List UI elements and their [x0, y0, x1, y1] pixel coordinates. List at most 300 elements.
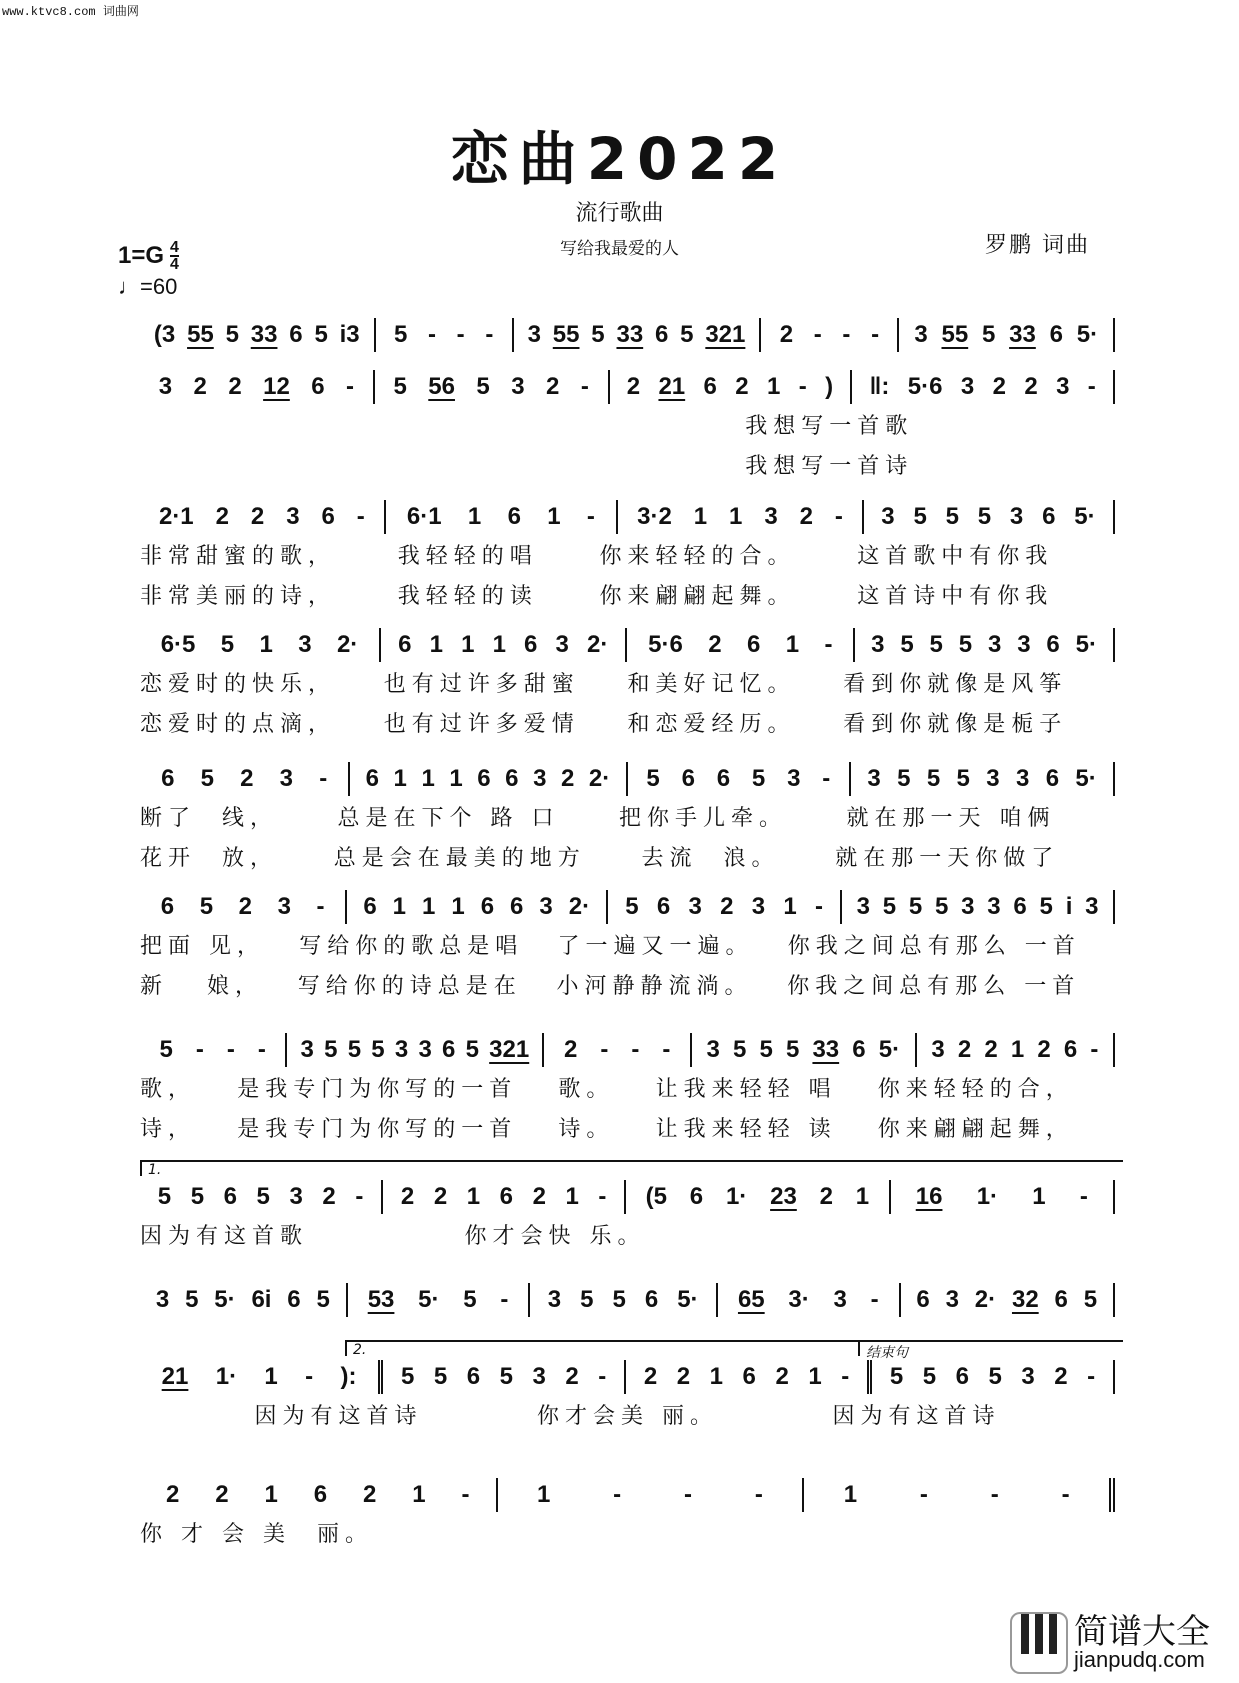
- note: -: [456, 321, 465, 348]
- lyric: 恋爱时的点滴，: [140, 712, 337, 737]
- staff-row: [140, 1360, 1115, 1434]
- measure: [140, 1180, 381, 1214]
- note: 3·2: [637, 503, 672, 530]
- note: -: [461, 1481, 470, 1508]
- lyric: 歌。: [558, 1077, 615, 1102]
- note: 3: [1021, 1363, 1035, 1390]
- note: 1·: [725, 1183, 748, 1210]
- note: 5: [1083, 1286, 1098, 1313]
- measure: [374, 318, 512, 352]
- lyric: 了一遍又一遍。: [557, 934, 754, 959]
- note: 3: [1056, 373, 1070, 400]
- note: 5: [934, 893, 949, 920]
- note: 3: [914, 321, 928, 348]
- note: -: [919, 1481, 928, 1508]
- key: 1=G: [118, 242, 165, 269]
- note: -: [824, 631, 833, 658]
- lyric: 你我之间总有那么 一首: [787, 974, 1081, 999]
- lyrics-line: [140, 1518, 1115, 1552]
- note: 3: [155, 1286, 170, 1313]
- measure: [140, 890, 345, 924]
- measure: [690, 1033, 915, 1067]
- lyric: 你我之间总有那么 一首: [787, 934, 1081, 959]
- note: 5: [476, 373, 490, 400]
- note: 5: [988, 1363, 1002, 1390]
- measure: [889, 1180, 1113, 1214]
- site-logo: [1010, 1612, 1210, 1674]
- lyrics-line: [140, 580, 1115, 614]
- song-title: 恋曲2022: [450, 125, 789, 193]
- note: 5: [785, 1036, 800, 1063]
- note: 6: [681, 765, 695, 792]
- lyric: [620, 1518, 867, 1552]
- note: 3: [856, 893, 870, 920]
- measure: [759, 318, 897, 352]
- note: 6: [1042, 503, 1056, 530]
- lyric: [140, 1400, 255, 1434]
- note: 56: [428, 373, 455, 400]
- note: 3: [881, 503, 895, 530]
- note: 1: [767, 373, 781, 400]
- note: -: [355, 1183, 364, 1210]
- note: 6: [289, 321, 303, 348]
- measure: [140, 762, 348, 796]
- lyric: 你来轻轻的合，: [877, 1077, 1074, 1102]
- note: 3: [511, 373, 525, 400]
- note: 1: [693, 503, 708, 530]
- note: 1: [808, 1363, 822, 1390]
- note: 1: [1032, 1183, 1046, 1210]
- piano-keys-icon: [1010, 1612, 1068, 1674]
- note: 5·: [1074, 503, 1096, 530]
- measure: [140, 318, 374, 352]
- measure: [850, 370, 1113, 404]
- measure: [862, 500, 1113, 534]
- lyric: 也有过许多爱情: [383, 712, 580, 737]
- lyric: 诗，: [140, 1117, 197, 1142]
- note: 5: [889, 1363, 904, 1390]
- note: 6: [480, 893, 495, 920]
- measure: [384, 500, 616, 534]
- measure: [853, 628, 1113, 662]
- site-watermark: www.ktvc8.com 词曲网: [2, 5, 139, 19]
- lyric: 这首诗中有你我: [857, 584, 1054, 609]
- note: 5: [625, 893, 639, 920]
- note: -: [798, 373, 807, 400]
- note: 2: [819, 1183, 833, 1210]
- note: 1: [785, 631, 800, 658]
- note: 33: [1009, 321, 1036, 348]
- note: 3: [987, 893, 1001, 920]
- note: 6: [363, 893, 377, 920]
- note: -: [195, 1036, 204, 1063]
- note: 16: [915, 1183, 943, 1210]
- note: 5: [185, 1286, 199, 1313]
- key-signature: [118, 240, 179, 272]
- measure: [626, 762, 850, 796]
- note: -: [814, 893, 823, 920]
- note: -: [613, 1481, 622, 1508]
- note: 5: [256, 1183, 270, 1210]
- measure: [512, 318, 760, 352]
- note: 3: [987, 631, 1002, 658]
- note: 2: [676, 1363, 691, 1390]
- lyric: 非常美丽的诗，: [140, 584, 337, 609]
- note: 2: [238, 893, 253, 920]
- lyric: [802, 1220, 959, 1254]
- note: 5·6: [907, 373, 943, 400]
- measure: [140, 628, 379, 662]
- ending-label: 结束句: [858, 1340, 1123, 1356]
- note: 3: [289, 1183, 303, 1210]
- staff-row: [140, 500, 1115, 614]
- note: 3: [945, 1286, 959, 1313]
- note: 33: [250, 321, 278, 348]
- note: 5: [465, 1036, 479, 1063]
- lyric: 歌，: [140, 1077, 197, 1102]
- lyrics-line: [140, 450, 1115, 484]
- note: -: [305, 1363, 314, 1390]
- note: 2·: [588, 765, 611, 792]
- lyric: 把你手儿牵。: [619, 806, 788, 831]
- note: 3: [298, 631, 312, 658]
- staff-row: [140, 1478, 1115, 1552]
- lyric: 恋爱时的快乐，: [140, 672, 337, 697]
- note: 5: [751, 765, 766, 792]
- note: 32: [1011, 1286, 1039, 1313]
- note: i: [1065, 893, 1073, 920]
- lyric: 你来翩翩起舞。: [599, 584, 796, 609]
- note: 2: [1037, 1036, 1051, 1063]
- measure: [915, 1033, 1113, 1067]
- note: 2: [775, 1363, 789, 1390]
- note: 2: [1054, 1363, 1068, 1390]
- note: -: [500, 1286, 509, 1313]
- note: 2: [215, 1481, 229, 1508]
- measure: [140, 1033, 285, 1067]
- note: 5: [463, 1286, 477, 1313]
- lyric: 你来轻轻的合。: [599, 544, 796, 569]
- note: -: [319, 765, 328, 792]
- note: 1: [467, 503, 482, 530]
- note: 5: [977, 503, 992, 530]
- lyric: 也有过许多甜蜜: [383, 672, 580, 697]
- note: 1: [843, 1481, 858, 1508]
- note: 5·: [1075, 765, 1097, 792]
- note: 6: [505, 765, 519, 792]
- note: 5: [732, 1036, 747, 1063]
- note: 5: [400, 1363, 415, 1390]
- lyric: 诗。: [558, 1117, 615, 1142]
- note: 5: [393, 321, 408, 348]
- note: 5: [680, 321, 694, 348]
- lyric: 断了 线，: [140, 806, 278, 831]
- note: 2: [560, 765, 575, 792]
- note: 1: [429, 631, 443, 658]
- note: 6: [689, 1183, 704, 1210]
- note: -: [631, 1036, 640, 1063]
- lyric: 总是会在最美的地方: [333, 846, 586, 871]
- note: 5: [591, 321, 605, 348]
- note: 2: [240, 765, 254, 792]
- lyric: 看到你就像是栀子: [843, 712, 1068, 737]
- note: 3: [871, 631, 885, 658]
- note: 3: [787, 765, 801, 792]
- author-credit: 罗鹏 词曲: [985, 233, 1090, 258]
- measure: [899, 1283, 1114, 1317]
- note: 6: [703, 373, 717, 400]
- note: 5: [324, 1036, 338, 1063]
- lyric: 你 才 会 美 丽。: [140, 1522, 373, 1547]
- measure: [716, 1283, 898, 1317]
- note: 1: [547, 503, 561, 530]
- measure: [381, 1180, 624, 1214]
- note: 5·: [1076, 321, 1099, 348]
- note: 1: [264, 1481, 278, 1508]
- note: 3: [286, 503, 300, 530]
- measure: [867, 1360, 1113, 1394]
- measure: [140, 1283, 346, 1317]
- note: 6: [365, 765, 379, 792]
- note: -: [1090, 1036, 1099, 1063]
- note: 3: [706, 1036, 720, 1063]
- tempo: ♩=60: [118, 274, 178, 299]
- lyric: 因为有这首诗: [254, 1404, 423, 1429]
- lyric: 我轻轻的读: [397, 584, 538, 609]
- lyric: 我轻轻的唱: [397, 544, 538, 569]
- note: 6: [442, 1036, 456, 1063]
- lyric: 和恋爱经历。: [627, 712, 796, 737]
- note: 3: [555, 631, 569, 658]
- note: 2: [984, 1036, 998, 1063]
- lyric: 你来翩翩起舞，: [877, 1117, 1074, 1142]
- note: 6: [1046, 631, 1060, 658]
- note: 3: [539, 893, 553, 920]
- note: 5: [646, 765, 660, 792]
- note: 5: [347, 1036, 362, 1063]
- note: 5: [913, 503, 927, 530]
- lyric: 写给你的诗总是在: [297, 974, 522, 999]
- note: 5: [316, 1286, 330, 1313]
- note: 21: [658, 373, 686, 400]
- measure: [624, 1180, 888, 1214]
- lyrics-line: [140, 930, 1115, 964]
- note: 3: [986, 765, 1000, 792]
- note: 5: [1039, 893, 1053, 920]
- measure: [528, 1283, 716, 1317]
- note: -: [598, 1183, 607, 1210]
- note: 5: [981, 321, 996, 348]
- note: 6i: [251, 1286, 272, 1313]
- note: 1: [1010, 1036, 1025, 1063]
- note: -: [1087, 1363, 1096, 1390]
- note: 5: [157, 1183, 172, 1210]
- note: -: [598, 1363, 607, 1390]
- lyric: [544, 450, 746, 484]
- note: -: [841, 1363, 850, 1390]
- note: 1: [855, 1183, 870, 1210]
- note: 2: [532, 1183, 546, 1210]
- note: -: [822, 765, 831, 792]
- note: 2: [957, 1036, 972, 1063]
- note: 5: [200, 765, 214, 792]
- note: 2·: [568, 893, 591, 920]
- note: 3: [764, 503, 778, 530]
- note: 6: [1045, 765, 1060, 792]
- note: 1·: [215, 1363, 238, 1390]
- note: 321: [489, 1036, 530, 1063]
- note: 5: [190, 1183, 205, 1210]
- note: 5·6: [648, 631, 683, 658]
- lyrics-line: [140, 842, 1115, 876]
- note: -: [586, 503, 595, 530]
- note: 5: [159, 1036, 173, 1063]
- measure: [606, 890, 840, 924]
- note: 3·: [788, 1286, 810, 1313]
- note: 1: [492, 631, 506, 658]
- note: -: [990, 1481, 999, 1508]
- note: -: [662, 1036, 671, 1063]
- note: 1: [259, 631, 273, 658]
- note: -: [871, 321, 880, 348]
- note: 6: [398, 631, 412, 658]
- note: 53: [367, 1286, 395, 1313]
- note: 2: [626, 373, 641, 400]
- note: 5·: [418, 1286, 440, 1313]
- note: 5: [499, 1363, 513, 1390]
- measure: [285, 1033, 542, 1067]
- note: -: [226, 1036, 235, 1063]
- lyrics-line: [140, 1113, 1115, 1147]
- note: 2·: [587, 631, 609, 658]
- note: 3: [961, 893, 975, 920]
- note: 1: [466, 1183, 481, 1210]
- note: 5: [199, 893, 214, 920]
- staff-row: [140, 628, 1115, 742]
- note: 5: [393, 373, 407, 400]
- note: 1: [783, 893, 797, 920]
- lyric: 写给你的歌总是唱: [299, 934, 524, 959]
- note: 6: [321, 503, 335, 530]
- note: 6: [1054, 1286, 1068, 1313]
- note: 1: [264, 1363, 278, 1390]
- note: 1·: [976, 1183, 999, 1210]
- note: (3: [153, 321, 176, 348]
- note: 6: [477, 765, 491, 792]
- measure: [542, 1033, 689, 1067]
- note: 3: [1085, 893, 1099, 920]
- note: 1: [451, 893, 465, 920]
- lyric: 让我来轻轻 读: [655, 1117, 837, 1142]
- note: 5: [759, 1036, 773, 1063]
- lyric: [544, 410, 746, 444]
- note: 5: [956, 765, 970, 792]
- lyric: 你才会美 丽。: [537, 1404, 719, 1429]
- note: 6: [223, 1183, 237, 1210]
- logo-name: 简谱大全: [1074, 1612, 1210, 1652]
- note: 2: [363, 1481, 377, 1508]
- volta-1: 1.: [140, 1160, 1123, 1176]
- genre: 流行歌曲: [575, 201, 664, 226]
- note: 1: [729, 503, 743, 530]
- note: 3: [867, 765, 881, 792]
- lyric: 这首歌中有你我: [857, 544, 1054, 569]
- note: 1: [536, 1481, 551, 1508]
- note: 2: [215, 503, 229, 530]
- lyric: 就在那一天你做了: [835, 846, 1060, 871]
- measure: [345, 890, 606, 924]
- note: 5: [926, 765, 941, 792]
- measure: [140, 1360, 378, 1394]
- note: 2: [322, 1183, 336, 1210]
- note: 2: [992, 373, 1006, 400]
- note: 5·: [214, 1286, 236, 1313]
- note: -: [813, 321, 822, 348]
- measure: [140, 1478, 496, 1512]
- lyric: 因为有这首诗: [832, 1404, 1001, 1429]
- note: 1: [449, 765, 463, 792]
- note: ):: [340, 1363, 357, 1390]
- lyrics-line: [140, 1073, 1115, 1107]
- note: 6: [287, 1286, 301, 1313]
- note: 6: [313, 1481, 328, 1508]
- note: 6: [654, 321, 669, 348]
- lyric: 我想写一首诗: [745, 454, 914, 479]
- note: 2: [433, 1183, 448, 1210]
- note: 6: [955, 1363, 969, 1390]
- note: 6: [742, 1363, 756, 1390]
- note: -: [754, 1481, 763, 1508]
- note: 3: [833, 1286, 847, 1313]
- note: -: [485, 321, 494, 348]
- note: 3: [1015, 765, 1030, 792]
- note: 6: [499, 1183, 514, 1210]
- note: 1: [461, 631, 475, 658]
- note: -: [580, 373, 589, 400]
- lyric: 我想写一首歌: [745, 414, 914, 439]
- note: 2·: [336, 631, 359, 658]
- time-signature: $\frac{4}{4}$: [170, 239, 179, 273]
- note: -: [427, 321, 436, 348]
- lyric: [140, 450, 342, 484]
- note: 321: [705, 321, 746, 348]
- note: 3: [533, 765, 547, 792]
- note: 5: [897, 765, 911, 792]
- lyrics-line: [140, 410, 1115, 444]
- lyrics-line: [140, 802, 1115, 836]
- note: -: [1087, 373, 1096, 400]
- note: 2: [779, 321, 794, 348]
- note: 3: [1017, 631, 1031, 658]
- lyric: [342, 410, 544, 444]
- lyric: 因为有这首歌: [140, 1224, 309, 1249]
- note: -: [870, 1286, 879, 1313]
- measure: [616, 500, 862, 534]
- note: 3: [547, 1286, 562, 1313]
- note: 6: [466, 1363, 481, 1390]
- note: 55: [552, 321, 580, 348]
- measure: [802, 1478, 1109, 1512]
- lyrics-line: [140, 708, 1115, 742]
- note: 3: [532, 1363, 546, 1390]
- measure: [897, 318, 1113, 352]
- note: ‖:: [869, 373, 890, 400]
- measure: [849, 762, 1113, 796]
- note: 2: [708, 631, 722, 658]
- measure: [140, 370, 373, 404]
- note: 5: [433, 1363, 448, 1390]
- note: 65: [737, 1286, 765, 1313]
